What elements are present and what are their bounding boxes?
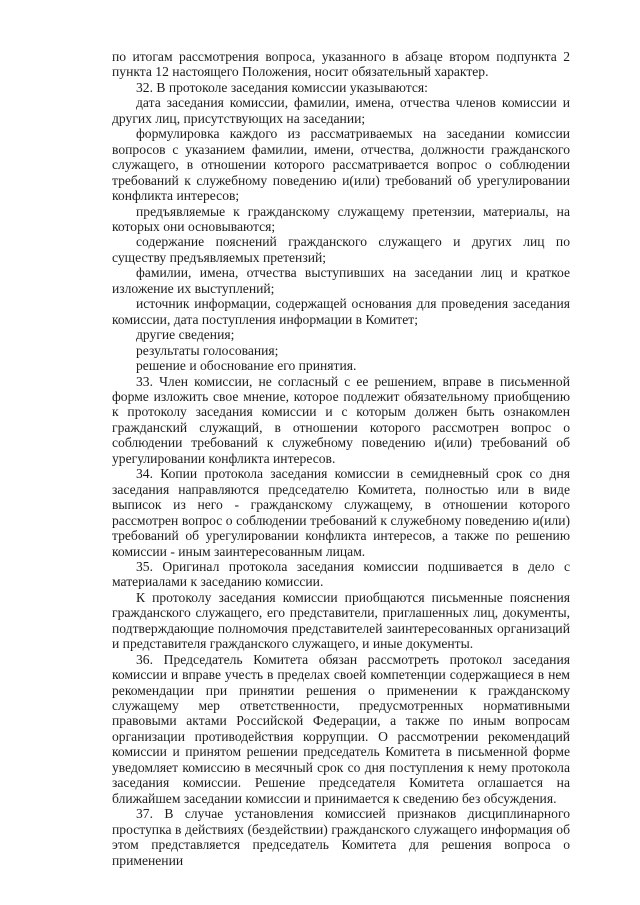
paragraph-32-item-claims: предъявляемые к гражданскому служащему претензии, материалы, на которых они основываются;: [112, 203, 570, 234]
paragraph-32-item-wording: формулировка каждого из рассматриваемых на заседании комиссии вопросов с указанием фамилии, имени, отчества, должности гражданского служащего, в отношении которого рассматривается вопрос о соблюдении требований к служебному поведению и(или) требований об урегулировании конфликта интересов;: [112, 126, 570, 204]
paragraph-31-continuation: по итогам рассмотрения вопроса, указанного в абзаце втором подпункта 2 пункта 12 настоящего Положения, носит обязательный характер.: [112, 49, 570, 80]
paragraph-32-item-speakers: фамилии, имена, отчества выступивших на заседании лиц и краткое изложение их выступлений;: [112, 265, 570, 296]
paragraph-32-item-decision: решение и обоснование его принятия.: [136, 358, 357, 374]
paragraph-34: 34. Копии протокола заседания комиссии в семидневный срок со дня заседания направляются председателю Комитета, полностью или в виде выписок из него - гражданскому служащему, в отношении которого рассмотрен вопрос о соблюдении требований к служебному поведению и(или) требований об урегулировании конфликта интересов, а также по решению комиссии - иным заинтересованным лицам.: [112, 466, 570, 559]
paragraph-32-item-voting: результаты голосования;: [136, 342, 279, 358]
paragraph-37: 37. В случае установления комиссией признаков дисциплинарного проступка в действиях (бездействии) гражданского служащего информация об этом представляется председатель Комитета для решения вопроса о применении: [112, 806, 570, 868]
paragraph-32-item-source: источник информации, содержащей основания для проведения заседания комиссии, дата поступления информации в Комитет;: [112, 296, 570, 327]
paragraph-32-item-explanations: содержание пояснений гражданского служащего и других лиц по существу предъявляемых претензий;: [112, 234, 570, 265]
paragraph-36: 36. Председатель Комитета обязан рассмотреть протокол заседания комиссии и вправе учесть в пределах своей компетенции содержащиеся в нем рекомендации при принятии решения о применении к гражданскому служащему мер ответственности, предусмотренных нормативными правовыми актами Российской Федерации, а также по иным вопросам организации противодействия коррупции. О рассмотрении рекомендаций комиссии и принятом решении председатель Комитета в письменной форме уведомляет комиссию в месячный срок со дня поступления к нему протокола заседания комиссии. Решение председателя Комитета оглашается на ближайшем заседании комиссии и принимается к сведению без обсуждения.: [112, 651, 570, 806]
paragraph-33: 33. Член комиссии, не согласный с ее решением, вправе в письменной форме изложить свое мнение, которое подлежит обязательному приобщению к протоколу заседания комиссии и с которым должен быть ознакомлен гражданский служащий, в отношении которого рассмотрен вопрос о соблюдении требований к служебному поведению и(или) требований об урегулировании конфликта интересов.: [112, 373, 570, 466]
paragraph-32-item-other: другие сведения;: [136, 327, 235, 343]
paragraph-35: 35. Оригинал протокола заседания комиссии подшивается в дело с материалами к заседанию комиссии.: [112, 558, 570, 590]
paragraph-35-attachments: К протоколу заседания комиссии приобщаются письменные пояснения гражданского служащего, его представители, приглашенных лиц, документы, подтверждающие полномочия представителей заинтересованных организаций и представителя гражданского служащего, и иные документы.: [112, 589, 570, 652]
paragraph-32-item-date: дата заседания комиссии, фамилии, имена, отчества членов комиссии и других лиц, присутствующих на заседании;: [112, 95, 570, 126]
paragraph-32-heading: 32. В протоколе заседания комиссии указываются:: [136, 79, 428, 95]
document-body: [112, 49, 570, 868]
